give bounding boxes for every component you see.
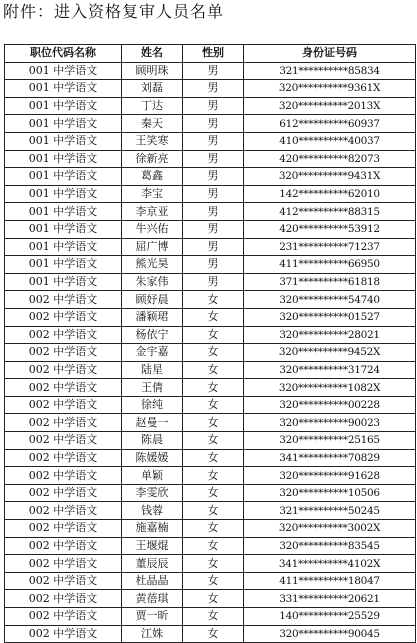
gender-cell: 女 (183, 608, 244, 626)
position-code-cell: 001 中学语文 (5, 132, 122, 150)
table-row (5, 308, 416, 326)
id-number-cell: 320**********2013X (244, 97, 416, 115)
name-cell: 杜晶晶 (122, 572, 183, 590)
table-row (5, 590, 416, 608)
id-number-cell: 320**********9361X (244, 80, 416, 98)
gender-cell: 女 (183, 467, 244, 485)
table-row (5, 326, 416, 344)
id-number-cell: 410**********40037 (244, 132, 416, 150)
table-row (5, 520, 416, 538)
name-cell: 施嘉楠 (122, 520, 183, 538)
position-code-cell: 001 中学语文 (5, 273, 122, 291)
id-number-cell: 320**********3002X (244, 520, 416, 538)
gender-cell: 男 (183, 220, 244, 238)
name-cell: 江姝 (122, 625, 183, 643)
table-row (5, 379, 416, 397)
table-row (5, 115, 416, 133)
position-code-cell: 001 中学语文 (5, 97, 122, 115)
table-row (5, 291, 416, 309)
gender-cell: 女 (183, 625, 244, 643)
gender-cell: 女 (183, 432, 244, 450)
name-cell: 王堰焜 (122, 537, 183, 555)
id-number-cell: 411**********66950 (244, 256, 416, 274)
id-number-cell: 320**********90023 (244, 414, 416, 432)
name-cell: 钱蓉 (122, 502, 183, 520)
gender-cell: 男 (183, 185, 244, 203)
id-number-cell: 612**********60937 (244, 115, 416, 133)
name-cell: 王笑寒 (122, 132, 183, 150)
gender-cell: 女 (183, 361, 244, 379)
id-number-cell: 412**********88315 (244, 203, 416, 221)
gender-cell: 女 (183, 572, 244, 590)
position-code-cell: 002 中学语文 (5, 608, 122, 626)
name-cell: 顾明珠 (122, 62, 183, 80)
name-cell: 陆星 (122, 361, 183, 379)
position-code-cell: 001 中学语文 (5, 150, 122, 168)
name-cell: 单颖 (122, 467, 183, 485)
table-row (5, 432, 416, 450)
position-code-cell: 002 中学语文 (5, 484, 122, 502)
table-row (5, 502, 416, 520)
position-code-cell: 002 中学语文 (5, 572, 122, 590)
gender-cell: 女 (183, 449, 244, 467)
header-gender: 性别 (183, 45, 244, 63)
position-code-cell: 002 中学语文 (5, 308, 122, 326)
table-row (5, 555, 416, 573)
table-row (5, 97, 416, 115)
name-cell: 董辰辰 (122, 555, 183, 573)
name-cell: 刘磊 (122, 80, 183, 98)
position-code-cell: 002 中学语文 (5, 449, 122, 467)
name-cell: 潘颖珺 (122, 308, 183, 326)
id-number-cell: 321**********85834 (244, 62, 416, 80)
gender-cell: 女 (183, 520, 244, 538)
gender-cell: 男 (183, 256, 244, 274)
name-cell: 杨依宁 (122, 326, 183, 344)
position-code-cell: 002 中学语文 (5, 467, 122, 485)
id-number-cell: 320**********01527 (244, 308, 416, 326)
id-number-cell: 341**********4102X (244, 555, 416, 573)
table-row (5, 625, 416, 643)
name-cell: 金宇嘉 (122, 344, 183, 362)
gender-cell: 女 (183, 308, 244, 326)
position-code-cell: 002 中学语文 (5, 625, 122, 643)
table-row (5, 220, 416, 238)
position-code-cell: 001 中学语文 (5, 62, 122, 80)
gender-cell: 男 (183, 203, 244, 221)
position-code-cell: 002 中学语文 (5, 502, 122, 520)
name-cell: 秦天 (122, 115, 183, 133)
position-code-cell: 002 中学语文 (5, 414, 122, 432)
name-cell: 徐新亮 (122, 150, 183, 168)
id-number-cell: 320**********54740 (244, 291, 416, 309)
position-code-cell: 002 中学语文 (5, 379, 122, 397)
table-row (5, 150, 416, 168)
name-cell: 李宝 (122, 185, 183, 203)
position-code-cell: 002 中学语文 (5, 291, 122, 309)
name-cell: 王倩 (122, 379, 183, 397)
header-id-number: 身份证号码 (244, 45, 416, 63)
name-cell: 黄蓓琪 (122, 590, 183, 608)
table-row (5, 168, 416, 186)
header-row (5, 45, 416, 63)
gender-cell: 男 (183, 62, 244, 80)
table-row (5, 256, 416, 274)
name-cell: 陈媛媛 (122, 449, 183, 467)
gender-cell: 男 (183, 150, 244, 168)
id-number-cell: 320**********91628 (244, 467, 416, 485)
gender-cell: 女 (183, 326, 244, 344)
position-code-cell: 001 中学语文 (5, 238, 122, 256)
table-row (5, 608, 416, 626)
position-code-cell: 001 中学语文 (5, 185, 122, 203)
id-number-cell: 420**********53912 (244, 220, 416, 238)
name-cell: 葛鑫 (122, 168, 183, 186)
gender-cell: 男 (183, 132, 244, 150)
table-row (5, 344, 416, 362)
id-number-cell: 231**********71237 (244, 238, 416, 256)
position-code-cell: 002 中学语文 (5, 326, 122, 344)
position-code-cell: 002 中学语文 (5, 555, 122, 573)
name-cell: 陈晨 (122, 432, 183, 450)
gender-cell: 男 (183, 80, 244, 98)
table-row (5, 238, 416, 256)
candidate-table (4, 44, 416, 643)
position-code-cell: 001 中学语文 (5, 256, 122, 274)
table-row (5, 361, 416, 379)
position-code-cell: 001 中学语文 (5, 115, 122, 133)
id-number-cell: 320**********28021 (244, 326, 416, 344)
id-number-cell: 331**********20621 (244, 590, 416, 608)
table-row (5, 484, 416, 502)
name-cell: 李雯欣 (122, 484, 183, 502)
table-row (5, 537, 416, 555)
id-number-cell: 320**********1082X (244, 379, 416, 397)
header-name: 姓名 (122, 45, 183, 63)
gender-cell: 男 (183, 168, 244, 186)
table-body (5, 62, 416, 643)
table-header (5, 45, 416, 63)
name-cell: 赵曼一 (122, 414, 183, 432)
table-row (5, 80, 416, 98)
name-cell: 牛兴佑 (122, 220, 183, 238)
id-number-cell: 320**********31724 (244, 361, 416, 379)
gender-cell: 男 (183, 238, 244, 256)
gender-cell: 男 (183, 273, 244, 291)
id-number-cell: 341**********70829 (244, 449, 416, 467)
name-cell: 顾妤晨 (122, 291, 183, 309)
id-number-cell: 320**********10506 (244, 484, 416, 502)
id-number-cell: 321**********50245 (244, 502, 416, 520)
position-code-cell: 002 中学语文 (5, 537, 122, 555)
name-cell: 李京亚 (122, 203, 183, 221)
name-cell: 徐纯 (122, 396, 183, 414)
id-number-cell: 320**********9452X (244, 344, 416, 362)
position-code-cell: 002 中学语文 (5, 361, 122, 379)
table-row (5, 396, 416, 414)
name-cell: 屈广博 (122, 238, 183, 256)
gender-cell: 男 (183, 115, 244, 133)
table-row (5, 572, 416, 590)
id-number-cell: 142**********62010 (244, 185, 416, 203)
id-number-cell: 371**********61818 (244, 273, 416, 291)
name-cell: 熊光昊 (122, 256, 183, 274)
name-cell: 丁达 (122, 97, 183, 115)
table-row (5, 273, 416, 291)
position-code-cell: 001 中学语文 (5, 220, 122, 238)
gender-cell: 女 (183, 555, 244, 573)
gender-cell: 女 (183, 379, 244, 397)
id-number-cell: 411**********18047 (244, 572, 416, 590)
position-code-cell: 002 中学语文 (5, 590, 122, 608)
table-row (5, 449, 416, 467)
table-row (5, 132, 416, 150)
gender-cell: 女 (183, 537, 244, 555)
table-row (5, 203, 416, 221)
table-row (5, 414, 416, 432)
position-code-cell: 002 中学语文 (5, 432, 122, 450)
header-position-code: 职位代码名称 (5, 45, 122, 63)
id-number-cell: 320**********00228 (244, 396, 416, 414)
position-code-cell: 002 中学语文 (5, 520, 122, 538)
document-title: 附件：进入资格复审人员名单 (3, 2, 225, 21)
id-number-cell: 320**********83545 (244, 537, 416, 555)
gender-cell: 男 (183, 97, 244, 115)
id-number-cell: 420**********82073 (244, 150, 416, 168)
position-code-cell: 001 中学语文 (5, 203, 122, 221)
table-row (5, 467, 416, 485)
table-row (5, 62, 416, 80)
id-number-cell: 320**********9431X (244, 168, 416, 186)
gender-cell: 女 (183, 291, 244, 309)
name-cell: 朱家伟 (122, 273, 183, 291)
gender-cell: 女 (183, 484, 244, 502)
gender-cell: 女 (183, 590, 244, 608)
position-code-cell: 002 中学语文 (5, 344, 122, 362)
gender-cell: 女 (183, 414, 244, 432)
position-code-cell: 001 中学语文 (5, 168, 122, 186)
id-number-cell: 320**********25165 (244, 432, 416, 450)
id-number-cell: 140**********25529 (244, 608, 416, 626)
position-code-cell: 002 中学语文 (5, 396, 122, 414)
id-number-cell: 320**********90045 (244, 625, 416, 643)
gender-cell: 女 (183, 396, 244, 414)
table-row (5, 185, 416, 203)
name-cell: 贾一昕 (122, 608, 183, 626)
position-code-cell: 001 中学语文 (5, 80, 122, 98)
gender-cell: 女 (183, 502, 244, 520)
gender-cell: 女 (183, 344, 244, 362)
